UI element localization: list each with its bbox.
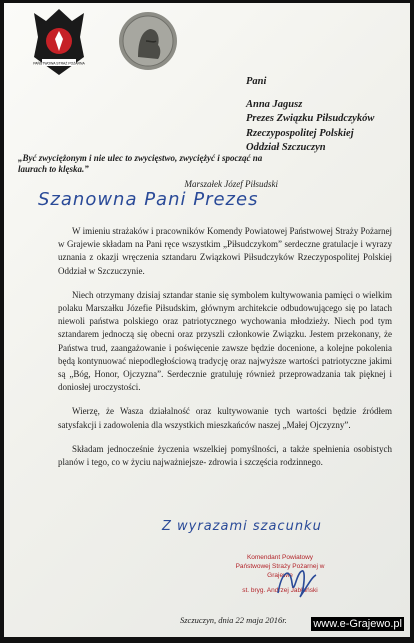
- paragraph-2: Niech otrzymany dzisiaj sztandar stanie się symbolem kultywowania pamięci o wielkim polaku Marszałku Józefie Piłsudskim, głównym architekcie odbudowującego się po latach niewoli państwa polskiego oraz patriotycznego wychowania młodzieży. Niech pod tym sztandarem jednoczą się obecni oraz przyszli członkowie Związku. Jestem przekonany, że Państwa trud, zaangażowanie i poświęcenie zawsze będzie docenione, a kolejne pokolenia będą kontynuować niepodległościową tradycję oraz najwyższe wartości patriotyczne jakimi są „Bóg, Honor, Ojczyzna”. Serdecznie gratuluję również przeprowadzania tak pięknej i doniosłej uroczystości.: [58, 289, 392, 393]
- paragraph-3: Wierzę, że Wasza działalność oraz kultywowanie tych wartości będzie źródłem satysfakcji i zadowolenia dla wszystkich mieszkańców naszej „Małej Ojczyzny”.: [58, 406, 392, 430]
- paragraph-1: W imieniu strażaków i pracowników Komendy Powiatowej Państwowej Straży Pożarnej w Grajewie składam na Pani ręce wszystkim „Piłsudczykom” serdeczne gratulacje i wyrazy uznania z okazji wręczenia sztandaru Związkowi Piłsudczyków Rzeczypospolitej Polskiej Oddział w Szczuczynie.: [58, 226, 393, 276]
- fire-service-emblem: [32, 7, 86, 77]
- letter-body: [58, 225, 392, 480]
- handwritten-salutation: Szanowna Pani Prezes: [38, 189, 259, 210]
- paragraph-4: Składam jednocześnie życzenia wszelkiej pomyślności, a także spełnienia osobistych planów i tego, co w życiu najważniejsze- zdrowia i szczęścia rodzinnego.: [58, 443, 392, 468]
- emblem-text: PAŃSTWOWA STRAŻ POŻARNA: [33, 61, 85, 66]
- motto-quote: [18, 153, 278, 190]
- recipient-title: Prezes Związku Piłsudczyków: [246, 113, 375, 124]
- stamp-line-3: st. bryg. Andrzej Jabłoński: [242, 587, 318, 594]
- handwritten-closing: Z wyrazami szacunku: [162, 519, 322, 534]
- handwritten-signature: [272, 563, 322, 603]
- pilsudski-medal-icon: [118, 11, 178, 71]
- recipient-org: Rzeczypospolitej Polskiej: [246, 127, 354, 139]
- recipient-branch: Oddział Szczuczyn: [246, 142, 326, 153]
- quote-text: „Być zwyciężonym i nie ulec to zwycięstwo, zwyciężyć i spocząć na laurach to klęska.”: [18, 153, 263, 174]
- letter-page: [4, 3, 410, 637]
- recipient-name: Anna Jagusz: [246, 98, 303, 110]
- place-and-date: Szczuczyn, dnia 22 maja 2016r.: [180, 615, 287, 625]
- recipient-greeting: Pani: [246, 76, 267, 87]
- recipient-address: [246, 75, 374, 156]
- quote-author: Marszałek Józef Piłsudski: [184, 179, 278, 189]
- site-watermark: www.e-Grajewo.pl: [313, 618, 402, 630]
- stamp-line-1: Komendant Powiatowy: [246, 554, 314, 561]
- stamp-line-2: Państwowej Straży Pożarnej w Grajewie: [235, 563, 325, 579]
